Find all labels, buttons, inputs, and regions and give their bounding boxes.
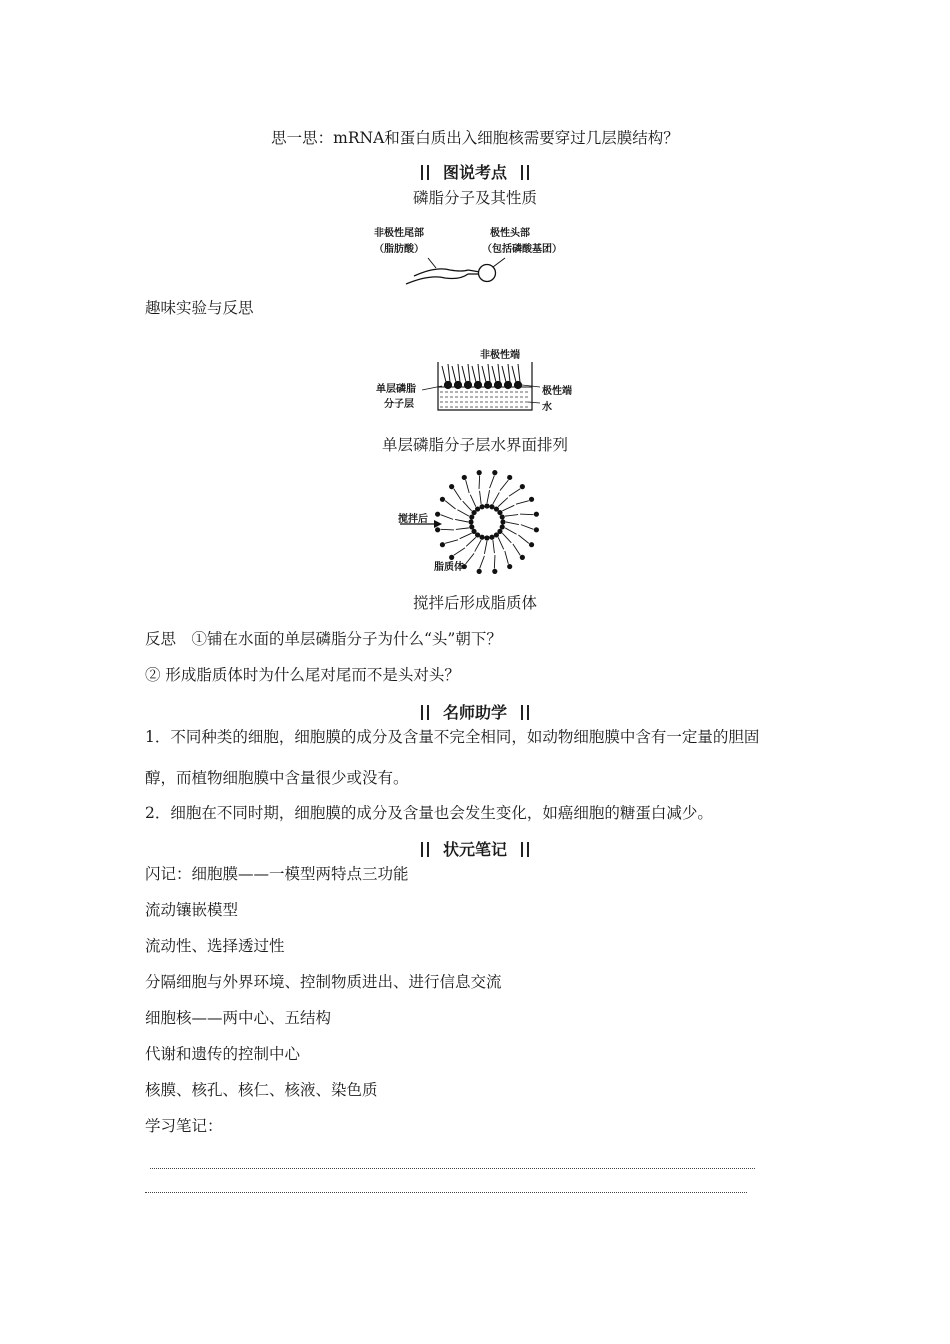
figure-1-title: 磷脂分子及其性质 bbox=[412, 189, 537, 207]
section-header-notes bbox=[0, 837, 950, 860]
figure-2-caption: 单层磷脂分子层水界面排列 bbox=[381, 436, 568, 454]
reflection-question-2: ② 形成脂质体时为什么尾对尾而不是头对头？ bbox=[145, 666, 460, 684]
reflection-question-1: 反思 ①铺在水面的单层磷脂分子为什么“头”朝下？ bbox=[145, 630, 502, 648]
fun-experiment-title: 趣味实验与反思 bbox=[145, 299, 254, 317]
note-line: 流动镶嵌模型 bbox=[145, 901, 239, 919]
liposome-figure bbox=[370, 462, 580, 580]
note-line: 代谢和遗传的控制中心 bbox=[145, 1045, 301, 1063]
stir-label: 搅拌后 bbox=[398, 514, 428, 525]
tail-label: 非极性尾部 bbox=[374, 228, 424, 239]
note-line: 核膜、核孔、核仁、核液、染色质 bbox=[145, 1081, 378, 1099]
section-bar-right bbox=[521, 842, 529, 857]
study-notes-label: 学习笔记： bbox=[145, 1117, 223, 1135]
question-text: 思一思：mRNA和蛋白质出入细胞核需要穿过几层膜结构？ bbox=[271, 129, 679, 147]
section-bar-left bbox=[421, 165, 429, 180]
phospholipid-drawing bbox=[370, 220, 600, 290]
monolayer-label: 单层磷脂 bbox=[376, 384, 416, 395]
monolayer-figure bbox=[370, 340, 590, 415]
tip-1-line-1: 1．不同种类的细胞，细胞膜的成分及含量不完全相同，如动物细胞膜中含有一定量的胆固 bbox=[145, 728, 760, 746]
tip-2: 2．细胞在不同时期，细胞膜的成分及含量也会发生变化，如癌细胞的糖蛋白减少。 bbox=[145, 804, 713, 822]
section-header-illustrations bbox=[0, 160, 950, 183]
tip-1-line-2: 醇，而植物细胞膜中含量很少或没有。 bbox=[145, 769, 409, 787]
writing-line[interactable] bbox=[145, 1192, 747, 1193]
section-title: 名师助学 bbox=[442, 703, 507, 722]
note-line: 流动性、选择透过性 bbox=[145, 937, 285, 955]
tail-label-sub: （脂肪酸） bbox=[374, 244, 424, 255]
head-label: 极性头部 bbox=[490, 228, 530, 239]
water-label: 水 bbox=[542, 402, 552, 413]
note-line: 闪记：细胞膜——一模型两特点三功能 bbox=[145, 865, 409, 883]
polar-end-label: 极性端 bbox=[542, 386, 572, 397]
phospholipid-figure bbox=[370, 220, 600, 290]
writing-line[interactable] bbox=[150, 1168, 755, 1169]
section-bar-left bbox=[421, 705, 429, 720]
section-bar-left bbox=[421, 842, 429, 857]
monolayer-label-sub: 分子层 bbox=[384, 399, 414, 410]
section-bar-right bbox=[521, 165, 529, 180]
note-line: 分隔细胞与外界环境、控制物质进出、进行信息交流 bbox=[145, 973, 502, 991]
section-header-teacher-tips bbox=[0, 700, 950, 723]
figure-3-caption: 搅拌后形成脂质体 bbox=[412, 594, 537, 612]
liposome-label: 脂质体 bbox=[434, 562, 464, 573]
nonpolar-end-label: 非极性端 bbox=[480, 350, 520, 361]
section-title: 图说考点 bbox=[442, 163, 507, 182]
head-label-sub: （包括磷酸基团） bbox=[482, 244, 562, 255]
section-bar-right bbox=[521, 705, 529, 720]
note-line: 细胞核——两中心、五结构 bbox=[145, 1009, 332, 1027]
section-title: 状元笔记 bbox=[442, 840, 507, 859]
